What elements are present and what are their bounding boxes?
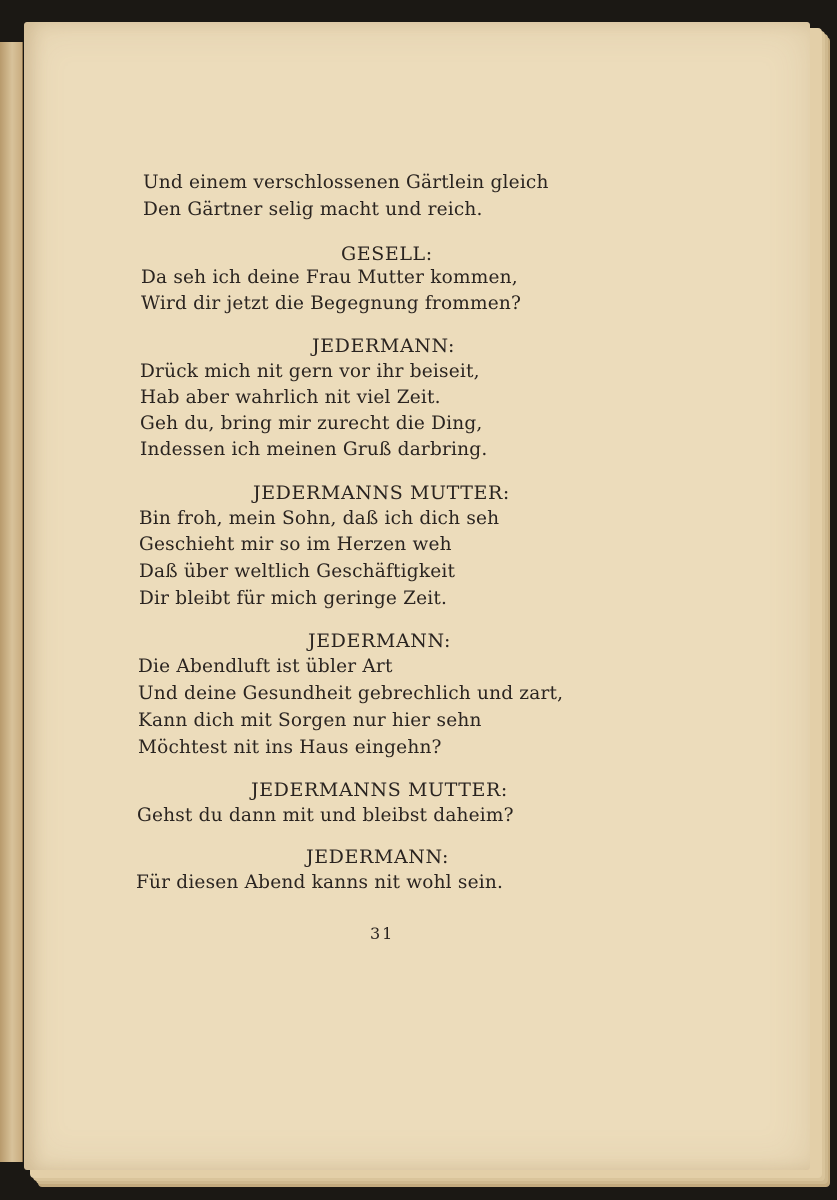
verse-line: Die Abendluft ist übler Art	[138, 656, 393, 677]
verse-line: Geschieht mir so im Herzen weh	[139, 534, 452, 555]
verse-line: Und einem verschlossenen Gärtlein gleich	[143, 172, 549, 193]
verse-line: Bin froh, mein Sohn, daß ich dich seh	[139, 508, 500, 529]
speaker-heading: GESELL:	[341, 243, 433, 265]
verse-line: Gehst du dann mit und bleibst daheim?	[137, 805, 514, 826]
verse-line: Und deine Gesundheit gebrechlich und zart,	[138, 683, 564, 704]
verse-line: Dir bleibt für mich geringe Zeit.	[139, 588, 448, 609]
verse-line: Indessen ich meinen Gruß darbring.	[140, 439, 488, 460]
verse-line: Drück mich nit gern vor ihr beiseit,	[140, 361, 480, 382]
page-number: 31	[370, 924, 395, 943]
speaker-heading: JEDERMANN:	[308, 630, 452, 652]
verse-line: Geh du, bring mir zurecht die Ding,	[140, 413, 483, 434]
verse-line: Hab aber wahrlich nit viel Zeit.	[140, 387, 441, 408]
speaker-heading: JEDERMANN:	[306, 846, 450, 868]
verse-line: Daß über weltlich Geschäftigkeit	[139, 561, 456, 582]
verse-line: Da seh ich deine Frau Mutter kommen,	[141, 267, 518, 288]
speaker-heading: JEDERMANNS MUTTER:	[253, 482, 510, 504]
verse-line: Den Gärtner selig macht und reich.	[143, 199, 483, 220]
speaker-heading: JEDERMANNS MUTTER:	[251, 779, 508, 801]
verse-line: Für diesen Abend kanns nit wohl sein.	[136, 872, 504, 893]
verse-line: Kann dich mit Sorgen nur hier sehn	[138, 710, 482, 731]
verse-line: Möchtest nit ins Haus eingehn?	[138, 737, 442, 758]
verse-line: Wird dir jetzt die Begegnung frommen?	[141, 293, 522, 314]
speaker-heading: JEDERMANN:	[312, 335, 456, 357]
